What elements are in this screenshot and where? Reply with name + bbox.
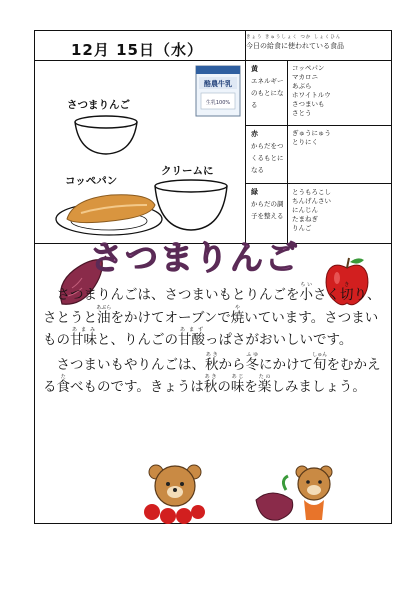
text-segment: の [217, 379, 231, 395]
milk-brand: 酪農牛乳 [204, 80, 232, 88]
ruby-word: 旬しゅん [312, 351, 328, 373]
text-segment: り、さとうと [43, 287, 381, 326]
ruby-word: 味あじ [230, 374, 245, 395]
text-segment: さつまいもやりんごは、 [56, 356, 205, 373]
divider [35, 60, 391, 61]
food-item: とりにく [292, 138, 318, 146]
bear-with-apples-icon [142, 462, 212, 526]
ruby-word: 油あぶら [96, 304, 112, 326]
ruby-reading: ちい [299, 282, 313, 288]
food-item: コッペパン [292, 64, 325, 72]
ruby-reading: あじ [230, 374, 245, 380]
food-item: とうもろこし [292, 188, 331, 196]
food-item: にんじん [292, 206, 318, 214]
category-desc: からだの調子を整える [251, 200, 284, 220]
ruby-word: 甘味あまみ [70, 327, 97, 348]
bowl-icon [151, 177, 231, 233]
ruby-word: 甘酸あまず [178, 327, 205, 348]
category-name: 赤 [251, 130, 258, 138]
divider [245, 125, 391, 126]
food-list-yellow [292, 64, 388, 118]
ruby-reading: き [340, 282, 354, 288]
text-segment: べものです。きょうは [70, 379, 204, 395]
bowl-icon [71, 113, 141, 157]
ruby-word: 焼や [230, 304, 245, 326]
text-segment: をかけてオーブンで [110, 309, 231, 326]
food-item: ちんげんさい [292, 197, 331, 205]
text-segment: と、りんごの [97, 332, 178, 348]
category-desc: エネルギーのもとになる [251, 77, 284, 109]
ruby-reading: ふゆ [245, 351, 259, 358]
text-segment: にかけて [259, 356, 313, 373]
category-green [251, 186, 289, 222]
text-segment: しみましょう。 [271, 379, 366, 395]
ruby-reading: たの [257, 374, 272, 380]
ruby-reading: あまみ [70, 327, 97, 333]
ruby-reading: や [230, 304, 245, 311]
category-red [251, 128, 289, 176]
ruby-word: 楽たの [257, 374, 272, 395]
text-segment: をむかえる [43, 356, 381, 395]
title-text: 今日の給食に使われている食品 [246, 42, 344, 50]
article-paragraph-1 [43, 282, 383, 352]
food-item: たまねぎ [292, 215, 318, 223]
ruby-reading: た [56, 374, 70, 380]
food-list-green [292, 188, 388, 233]
ruby-reading: しゅん [312, 351, 328, 358]
article-body [43, 282, 383, 399]
ruby-reading: あき [205, 351, 219, 358]
food-item: りんご [292, 224, 312, 232]
divider [245, 60, 246, 243]
category-name: 黄 [251, 65, 258, 73]
category-yellow [251, 63, 289, 111]
ruby-word: 切き [340, 282, 354, 303]
category-desc: からだをつくるもとになる [251, 142, 284, 174]
text-segment: を [244, 379, 258, 395]
article-paragraph-2 [43, 352, 383, 399]
milk-carton-icon [195, 65, 241, 117]
food-item: マカロニ [292, 73, 318, 81]
milk-small-text: 生乳100% [205, 100, 231, 106]
text-segment: さく [313, 287, 340, 303]
ruby-reading: あまず [178, 327, 205, 333]
ruby-word: 冬ふゆ [245, 351, 259, 373]
ruby-reading: あき [203, 374, 218, 380]
food-table-title [246, 35, 344, 51]
text-segment: いています。さつまいもの [43, 309, 379, 348]
ruby-word: 秋あき [205, 351, 219, 373]
food-item: ホワイトルウ [292, 91, 331, 99]
text-segment: さつまりんごは、さつまいもとりんごを [56, 287, 300, 303]
food-list-red [292, 129, 388, 147]
menu-item-label: さつまりんご [67, 99, 130, 111]
ruby-reading: あぶら [96, 304, 112, 311]
category-name: 緑 [251, 188, 258, 196]
ruby-word: 小ちい [299, 282, 313, 303]
title-ruby: きょう きゅうしょく つか しょくひん [246, 35, 342, 40]
food-item: さとう [292, 109, 312, 117]
article-title: さつまりんご [90, 238, 300, 277]
menu-item-label: クリームに [161, 165, 214, 177]
ruby-word: 秋あき [203, 374, 218, 395]
bear-with-sweet-potato-icon [252, 460, 336, 526]
text-segment: から [218, 356, 246, 373]
text-segment: っぱさがおいしいです。 [205, 332, 353, 348]
food-item: さつまいも [292, 100, 325, 108]
food-item: ぎゅうにゅう [292, 129, 331, 137]
divider [245, 183, 391, 184]
menu-item-label: コッペパン [65, 175, 118, 187]
ruby-word: 食た [56, 374, 70, 395]
food-item: あぶら [292, 82, 312, 90]
date: 12月 15日（水） [71, 41, 203, 59]
